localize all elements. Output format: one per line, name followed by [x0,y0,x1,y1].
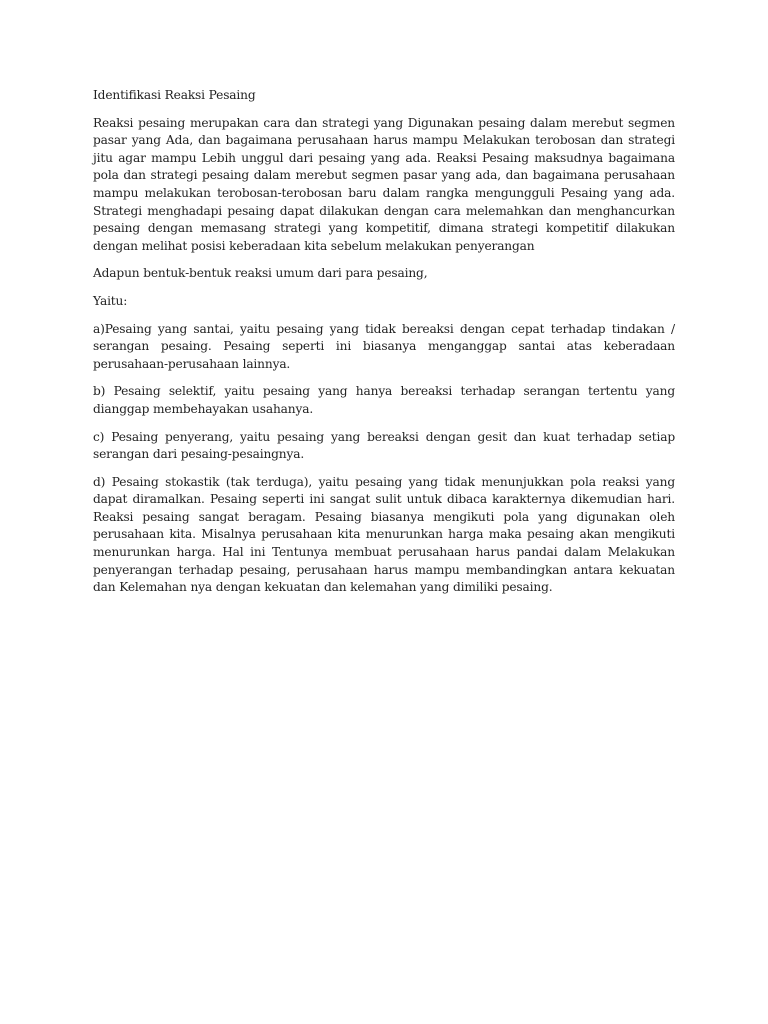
paragraph-intro: Reaksi pesaing merupakan cara dan strategi yang Digunakan pesaing dalam merebut segmen pasar yang Ada, dan bagaimana perusahaan harus mampu Melakukan terobosan dan strategi jitu agar mampu Lebih unggul dari pesaing yang ada. Reaksi Pesaing maksudnya bagaimana pola dan strategi pesaing dalam merebut segmen pasar yang ada, dan bagaimana perusahaan mampu melakukan terobosan-terobosan baru dalam rangka mengungguli Pesaing yang ada. Strategi menghadapi pesaing dapat dilakukan dengan cara melemahkan dan menghancurkan pesaing dengan memasang strategi yang kompetitif, dimana strategi kompetitif dilakukan dengan melihat posisi keberadaan kita sebelum melakukan penyerangan [93,115,675,253]
document-title: Identifikasi Reaksi Pesaing [93,88,256,102]
paragraph-reaction-forms: Adapun bentuk-bentuk reaksi umum dari para pesaing, [93,266,428,281]
list-item-c: c) Pesaing penyerang, yaitu pesaing yang bereaksi dengan gesit dan kuat terhadap setiap serangan dari pesaing-pesaingnya. [93,429,675,462]
list-item-a: a)Pesaing yang santai, yaitu pesaing yang tidak bereaksi dengan cepat terhadap tindakan / serangan pesaing. Pesaing seperti ini biasanya menganggap santai atas keberadaan perusahaan-perusahaan lainnya. [93,321,675,371]
list-item-b: b) Pesaing selektif, yaitu pesaing yang hanya bereaksi terhadap serangan tertentu yang dianggap membehayakan usahanya. [93,384,675,416]
document-page [93,87,675,607]
paragraph-namely: Yaitu: [93,293,128,308]
list-item-d: d) Pesaing stokastik (tak terduga), yaitu pesaing yang tidak menunjukkan pola reaksi yang dapat diramalkan. Pesaing seperti ini sangat sulit untuk dibaca karakternya dikemudian hari. Reaksi pesaing sangat beragam. Pesaing biasanya mengikuti pola yang digunakan oleh perusahaan kita. Misalnya perusahaan kita menurunkan harga maka pesaing akan mengikuti menurunkan harga. Hal ini Tentunya membuat perusahaan harus pandai dalam Melakukan penyerangan terhadap pesaing, perusahaan harus mampu membandingkan antara kekuatan dan Kelemahan nya dengan kekuatan dan kelemahan yang dimiliki pesaing. [93,474,675,595]
